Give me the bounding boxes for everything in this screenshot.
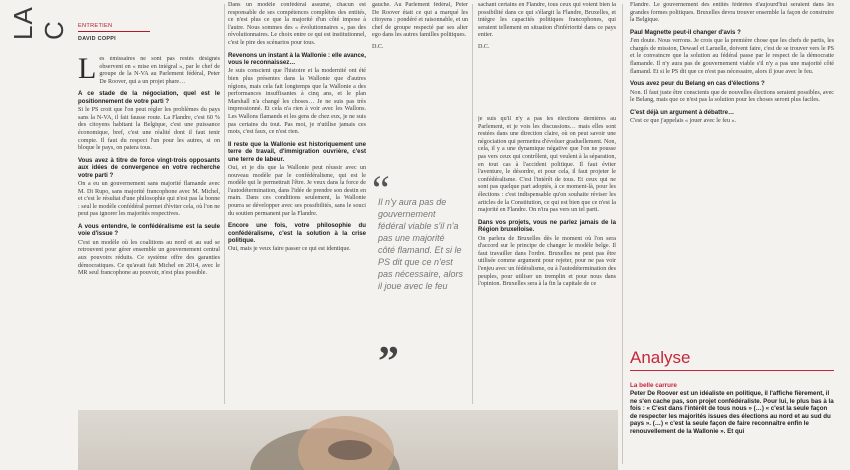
question: Il reste que la Wallonie est historiquement une terre de travail, d'immigration ouvrière, c'est une terre de labeur.	[228, 140, 366, 163]
analyse-title: Analyse	[630, 348, 691, 367]
answer: je suis qu'il n'y a pas les élections dernières au Parlement, et je vois les discussions… mais elles sont restées dans une direction claire, où on peut savoir une négociation qui permettra d'évoluer graduellement. Non, cela, il y a une dynamique négative que l'on ne pousse pas vers ceux qui contrôlent, qui veulent à la séparation, en tout cas à l'accident politique. Il faut éviter l'aventure, le désordre, et pour cela, il faut projeter le confédéralisme. C'est l'intérêt de tous. Et ceux qui ne sont pas quelque part adoptés, à ce moment-là, pour les élections : c'est indispensable qu'on souhaite réviser les articles de la Constitution, ce qui est bien que ce n'est la majorité en Flandre. On n'ira pas vers un tel parti.	[478, 116, 616, 214]
question: Encore une fois, votre philosophie du confédéralisme, c'est la solution à la crise politique.	[228, 222, 366, 244]
column-5	[630, 2, 834, 246]
kicker-label: ENTRETIEN	[78, 23, 113, 29]
qa-block	[78, 90, 220, 152]
author-initials: D.C.	[372, 43, 384, 50]
author-initials: D.C.	[478, 43, 490, 50]
answer: Si le PS croit que l'on peut régler les problèmes du pays sans la N-VA, il fait fausse route. La Flandre, c'est 60 % des citoyens habitant la Belgique, c'est une puissance économique, bref, c'est une réalité dont il faut tenir compte. Il faut du respect l'un pour les autres, si on bloque le pays, on paiera tous.	[78, 107, 220, 152]
pull-quote: Il n'y aura pas de gouvernement fédéral viable s'il n'a pas une majorité côté flamand. Et si le PS dit que ce n'est pas nécessaire, alors il joue avec le feu	[378, 197, 464, 291]
portrait-photo	[78, 410, 618, 470]
answer: On parlera de Bruxelles dès le moment où l'on sera d'accord sur le principe de changer le modèle belge. Il faut travailler dans l'ordre. Bruxelles ne peut pas être utilisée comme argument pour rejeter, pour ne pas voir l'enjeu avec un fédéralisme, ou à l'autodétermination des peuples, pour utiliser un tremplin et pour nous dans l'opinion. Bruxelles sera à la fin la capitale de ce	[478, 235, 616, 288]
question: Vous avez peur du Belang en cas d'élections ?	[630, 80, 765, 88]
question: Paul Magnette peut-il changer d'avis ?	[630, 28, 741, 36]
column-3-text: gauche. Au Parlement fédéral, Peter De Roover était ce qui a marqué les citoyens : pondéré et raisonnable, et un chef de groupe respecté par ses alter ego dans les autres familles politiques.	[372, 2, 468, 39]
question: A vous entendre, le confédéralisme est la seule voie d'issue ?	[78, 222, 220, 238]
column-2	[228, 2, 366, 410]
column-4	[478, 116, 616, 410]
analyse-rule	[630, 370, 834, 371]
quote-open-icon: “	[372, 167, 390, 212]
column-4-text: sachant certains en Flandre, tous ceux qui voient bien la possibilité dans ce qui s'élargit la Flandre, Bruxelles, et intègre les capacités politiques francophones, qui seraient tellement en situation d'infériorité dans ce pays entier.	[478, 2, 616, 39]
qa-block	[78, 157, 220, 219]
question: A ce stade de la négociation, quel est le positionnement de votre parti ?	[78, 90, 220, 105]
answer: Oui, mais je veux faire passer ce qui est identique.	[228, 246, 351, 253]
question: Revenons un instant à la Wallonie : elle avance, vous le reconnaissez…	[228, 51, 366, 66]
column-divider	[472, 4, 473, 404]
lead-paragraph	[78, 56, 220, 86]
column-3-top	[372, 2, 468, 112]
answer: C'est ce que j'appelais « jouer avec le feu ».	[630, 118, 737, 125]
qa-block	[228, 222, 366, 254]
answer: On a eu un gouvernement sans majorité flamande avec M. Di Rupo, sans majorité francophone avec M. Michel, et c'est le résultat d'une philosophie qui n'est pas la bonne : seul le modèle confédéral permet d'éviter cela, où l'on ne peut pas ignorer les majorités respectives.	[78, 180, 220, 218]
qa-block	[630, 109, 834, 126]
question: Vous avez à titre de force vingt-trois opposants aux idées de convergence en votre recherche votre parti ?	[78, 156, 220, 179]
column-divider	[224, 4, 225, 404]
analyse-body: Peter De Roover est un idéaliste en politique, il l'affiche fièrement, il ne s'en cache pas, son projet confédéraliste. Pour lui, le plus bas à la fois : « C'est dans l'intérêt de tous nous » (…) « c'est la seule façon de respecter les majorités issues des élections au nord et au sud du pays ». (…) « c'est la seule façon de faire reconnaître enfin le renouvellement de la Wallonie ». Et qui	[630, 390, 834, 435]
dropcap: L	[78, 56, 97, 85]
kicker-rule	[78, 31, 150, 32]
column-4-top	[478, 2, 616, 110]
analyse-heading: La belle carrure	[630, 382, 677, 389]
qa-block	[478, 219, 616, 289]
answer: C'est un modèle où les coalitions au nord et au sud se retrouvent pour gérer ensemble un gouvernement central aux pouvoirs réduits. Ce système offre des garanties démocratiques. Ce qu'avait fait Michel en 2014, avec le MR seul francophone au pouvoir, n'est plus possible.	[78, 239, 220, 277]
qa-block	[228, 52, 366, 137]
answer: Non. Il faut juste être conscients que de nouvelles élections seraient possibles, avec le Belang, mais que ce n'est pas la solution pour les choses seront plus faciles.	[630, 89, 834, 104]
column-divider	[622, 4, 623, 464]
answer: Flandre. Le gouvernement des entités fédérées d'aujourd'hui seraient dans les grandes formes politiques. Bruxelles devra trouver ensemble la façon de construire la Belgique.	[630, 2, 834, 24]
answer: Dans un modèle confédéral assumé, chacun est responsable de ses compétences complètes des entités, ce n'est plus ce que la majorité d'un côté impose à l'autre. Nous sommes des « évolutionnaires », pas des révolutionnaires. Le choix entre ce qui est institutionnel, c'est le pire des scénarios pour tous.	[228, 2, 366, 46]
photo-shape	[328, 440, 372, 460]
qa-block	[630, 80, 834, 105]
qa-block	[78, 223, 220, 278]
answer: Je suis conscient que l'histoire et la modernité ont été bien plus présentes dans la Wallonie que d'autres régions, mais cela fait longtemps que la Wallonie a des performances insuffisantes à cinq ans, et le plan Marshall n'a changé les choses… Je ne suis pas très impressionné. Et cela n'a rien à voir avec les Wallons. Les Wallons flamands et les gens de chez eux, je ne suis pas certains du tout. Pas moi, je n'utilise jamais ces mots, c'est faux, ce n'est rien.	[228, 68, 366, 136]
byline: DAVID COPPI	[78, 36, 116, 42]
qa-block	[228, 141, 366, 218]
quote-close-icon: ”	[378, 339, 399, 385]
section-label: LA C	[8, 7, 69, 40]
qa-block	[630, 29, 834, 76]
question: Dans vos projets, vous ne parlez jamais de la Région bruxelloise.	[478, 218, 616, 234]
answer: Oui, et je dis que la Wallonie peut réussir avec un nouveau modèle par le confédéralisme, qui est le modèle qui le permettrait l'être. Je veux dans la force de l'autodétermination, dans l'idée de prendre son destin en main. Dans ces conditions seulement, la Wallonie pourra se développer avec ses possibilités, sans le souci du soutien permanent par la Flandre.	[228, 164, 366, 217]
column-1	[78, 56, 220, 410]
question: C'est déjà un argument à débattre…	[630, 108, 735, 116]
answer: J'en doute. Nous verrons. Je crois que la première chose que les chefs de partis, les chargés de mission, Dewael et Laruelle, doivent faire, c'est de se trouver vers le PS et le convaincre que la solution au fédéral passe par le respect de la démocratie flamande. Il n'y aura pas de gouvernement viable s'il n'y a pas une majorité côté flamand. Et si le PS dit que ce n'est pas nécessaire, alors il joue avec le feu.	[630, 38, 834, 75]
lead-text: es émissaires ne sont pas restés désignés observent en « mise en intégral », par le chef de groupe de la N-VA au Parlement fédéral, Peter De Roover, qui a un projet phare…	[99, 56, 220, 85]
